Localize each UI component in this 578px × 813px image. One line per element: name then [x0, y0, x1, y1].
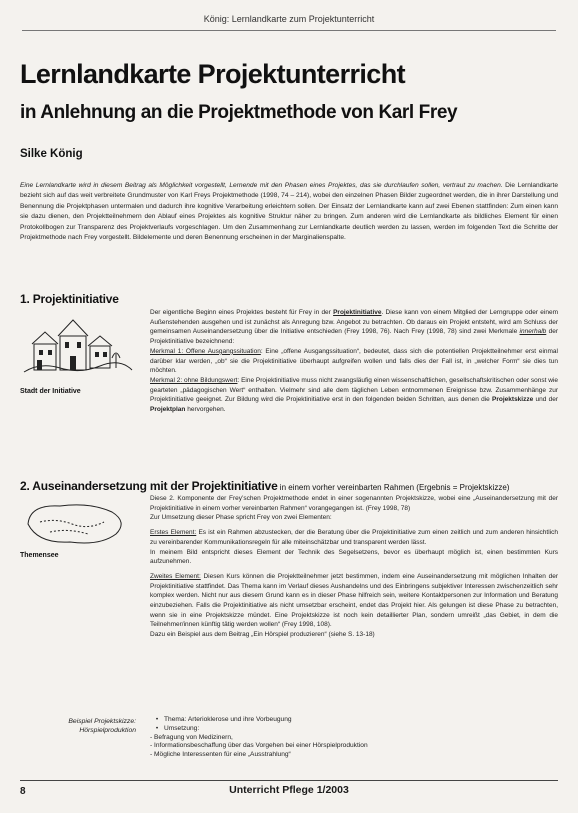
journal-name: Unterricht Pflege 1/2003 [229, 784, 349, 796]
author: Silke König [20, 148, 83, 160]
merkmal-1-label: Merkmal 1: Offene Ausgangssituation [150, 347, 261, 355]
emphasis-innerhalb: innerhalb [519, 328, 547, 336]
page-title: Lernlandkarte Projektunterricht [20, 59, 406, 89]
header-rule [22, 30, 556, 31]
list-item [150, 725, 558, 734]
element-1-text: Es ist ein Rahmen abzustecken, der die Beratung über die Projektinitiative zum einen zeitlich und zum anderen hinsichtlich zu vereinbarender Kommunikationsregeln für alle miteinschätzbar und transparent werden lässt. [150, 529, 558, 546]
element-1 [150, 528, 558, 547]
list-item [150, 716, 558, 725]
example-list [150, 716, 558, 760]
section-1-title: 1. Projektinitiative [20, 292, 119, 306]
element-2-text: Diesen Kurs können die Projektteilnehmer jetzt bestimmen, indem eine Auseinandersetzung mit möglichen Inhalten der Projektinitiative stattfindet. Das Thema kann im Verlauf dieses Aushandelns und des Einbringens subjektiver Interessen zwischenzeitlich sehr komplex werden. Nicht nur aus diesem Grund kann es in dieser Phase hilfreich sein, weitere Kontaktpersonen zur Information und Beratung einzubeziehen. Falls die Projektinitiative als nicht umsetzbar erscheint, endet das Projekt hier. Als gelungen ist diese Phase zu betrachten, wenn sie in eine Projektskizze mündet. Eine Projektskizze ist noch kein detaillierter Plan, sondern umreißt „das Gebiet, in dem die Teilnehmer/innen künftig tätig werden wollen“ (Frey 1998, 108). [150, 572, 558, 629]
term-projektskizze: Projektskizze [492, 396, 534, 404]
bullet-icon: • [155, 716, 159, 723]
lake-illustration [20, 498, 130, 548]
element-1-text-2: In meinem Bild entspricht dieses Element der Technik des Segelsetzens, bevor es überhaupt möglich ist, einen bestimmten Kurs aufzunehmen. [150, 548, 558, 566]
bullet-icon: • [155, 724, 159, 732]
text-run: Der eigentliche Beginn eines Projektes besteht für Frey in der [150, 309, 334, 316]
example-margin-note [20, 717, 136, 735]
section-2-title-main: 2. Auseinandersetzung mit der Projektinitiative [20, 479, 278, 493]
merkmal-1-text: : Eine „offene Ausgangssituation“, bedeutet, dass sich die potentiellen Projektteilnehmer erst einmal darüber klar werden, „ob“ sie die Projektinitiative überhaupt aufgreifen wollen und falls dies der Fall ist, in „welcher Form“ sie dies tun möchten. [150, 347, 558, 375]
footer-rule [20, 780, 558, 781]
example-reference: Dazu ein Beispiel aus dem Beitrag „Ein Hörspiel produzieren“ (siehe S. 13-18) [150, 631, 375, 639]
section-1-body [150, 308, 558, 415]
element-2-label: Zweites Element: [150, 572, 201, 580]
list-item: - Informationsbeschaffung über das Vorgehen bei einer Hörspielproduktion [150, 742, 368, 750]
town-illustration [20, 314, 136, 384]
section-2-title [20, 479, 509, 493]
term-projektplan: Projektplan [150, 406, 186, 414]
margin-note-line-1: Beispiel Projektskizze: [68, 718, 136, 725]
running-head: König: Lernlandkarte zum Projektunterricht [203, 14, 375, 24]
list-item-text: Umsetzung: [164, 724, 200, 732]
section-2-caption: Themensee [20, 552, 59, 559]
text-run: hervorgehen. [185, 406, 226, 414]
text-run: und der [533, 396, 558, 404]
section-2-title-suffix: in einem vorher vereinbarten Rahmen (Ergebnis = Projektskizze) [277, 483, 510, 492]
intro-paragraph [20, 181, 558, 243]
element-1-label: Erstes Element: [150, 529, 197, 537]
section-2-paragraph-1: Diese 2. Komponente der Frey’schen Projektmethode endet in einer sogenannten Projektskizze, wobei eine „Auseinandersetzung mit der Projektinitiative in einem vorher vereinbarten Rahmen“ vorangegangen ist. (Frey 1998, 78) [150, 495, 558, 512]
page-number: 8 [20, 786, 26, 797]
section-1-caption: Stadt der Initiative [20, 388, 81, 395]
list-item: - Befragung von Medizinern, [150, 733, 233, 741]
section-2-body [150, 494, 558, 640]
merkmal-2-text: : Eine Projektinitiative muss nicht zwangsläufig einen wissenschaftlichen, gesellschaftskritischen oder sonst wie gearteten „pädagogischen Wert“ enthalten. Vielmehr sind alle dem täglichen Leben entnommenen Ereignisse bzw. Zusammenhänge zur Projektinitiative geeignet. Zur Bildung wird die Projektinitiative erst in den folgenden beiden Schritten, aus denen die [150, 376, 558, 404]
element-2 [150, 572, 558, 630]
text-run: . Diese kann von einem Mitglied der Lerngruppe oder einem Außenstehenden ausgehen und ist zunächst als Anregung bzw. Angebot zu betrachten. Ob daraus ein Projekt entsteht, wird am Schluss der gemeinsamen Auseinandersetzung über die Initiative entschieden (Frey 1998, 76). Nach Frey (1998, 78) sind zwei Merkmale [150, 309, 558, 336]
intro-rest: Die Lernlandkarte bezieht sich auf das weit verbreitete Grundmuster von Karl Freys Projektmethode (1998, 74 – 214), wobei den einzelnen Phasen Bilder zugeordnet werden, die in ihrer Darstellung und Benennung die Projektphasen untermalen und dadurch ihre kognitive Verarbeitung erleichtern sollen. Der Einsatz der Lernlandkarte kann auf zwei Ebenen stattfinden: Zum einen kann sie dazu dienen, den Projektteilnehmern den Ablauf eines Projektes als kognitive Struktur näher zu bringen. Zum anderen wird die Lernlandkarte als bildliches Element für einen Protokollbogen zur Transparenz des Projektverlaufs vorgeschlagen. Um den Zusammenhang zur Lernlandkarte deutlich werden zu lassen, werden im folgenden Text die Schritte der Projektmethode nach Frey vorgestellt. Bildelemente und deren Benennung erscheinen in der Marginalienspalte. [20, 182, 558, 242]
merkmal-2 [150, 376, 558, 415]
merkmal-1 [150, 347, 558, 376]
section-2-paragraph-2: Zur Umsetzung dieser Phase spricht Frey von zwei Elementen: [150, 514, 332, 522]
intro-lead: Eine Lernlandkarte wird in diesem Beitrag als Möglichkeit vorgestellt, Lernende mit den Phasen eines Projektes, das sie durchlaufen sollen, vertraut zu machen. [20, 182, 503, 189]
page-subtitle: in Anlehnung an die Projektmethode von Karl Frey [20, 102, 458, 123]
list-item: - Mögliche Interessenten für eine „Ausstrahlung“ [150, 751, 291, 759]
list-item-text: Thema: Arterioklerose und ihre Vorbeugung [164, 716, 292, 723]
term-projektinitiative: Projektinitiative [333, 309, 382, 316]
margin-note-line-2: Hörspielproduktion [79, 727, 136, 734]
merkmal-2-label: Merkmal 2: ohne Bildungswert [150, 376, 238, 384]
section-1-paragraph [150, 308, 558, 347]
text-run: der Projektinitiative bezeichnend: [150, 328, 558, 346]
